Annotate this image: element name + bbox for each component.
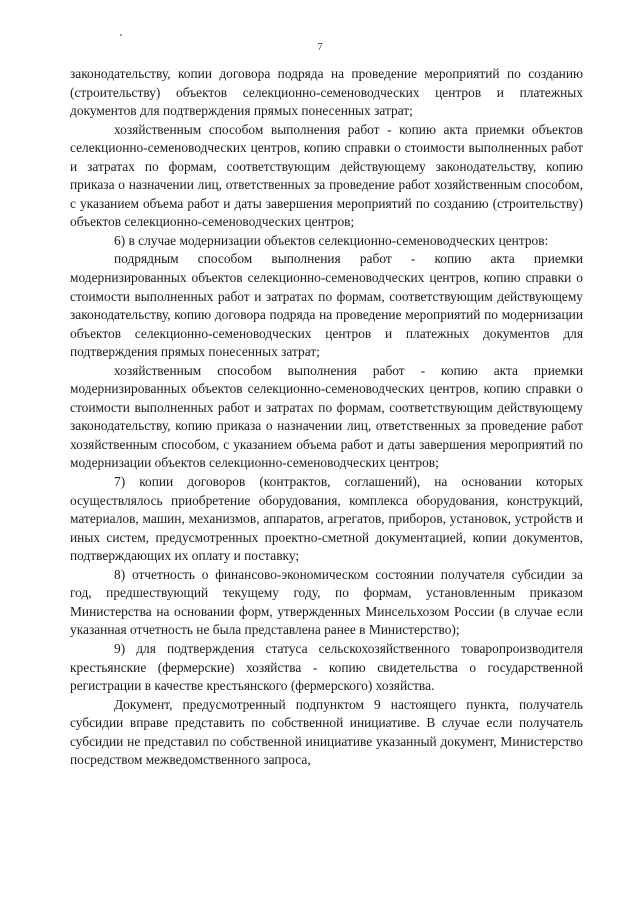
paragraph-document-note: Документ, предусмотренный подпунктом 9 настоящего пункта, получатель субсидии вправе представить по собственной инициативе. В случае если получатель субсидии не представил по собственной инициативе указанный документ, Министерство посредством межведомственного запроса, — [70, 696, 583, 768]
paragraph-continuation: законодательству, копии договора подряда на проведение мероприятий по созданию (строительству) объектов селекционно-семеноводческих центров и платежных документов для подтверждения прямых понесенных затрат; — [70, 66, 583, 119]
paragraph-contract-method: подрядным способом выполнения работ - копию акта приемки модернизированных объектов селекционно-семеноводческих центров, копию справки о стоимости выполненных работ и затратах по формам, соответствующим действующему законодательству, копию договора подряда на проведение мероприятий по модернизации объектов селекционно-семеноводческих центров и платежных документов для подтверждения прямых понесенных затрат; — [70, 251, 583, 360]
document-body — [70, 65, 583, 770]
paragraph-item-6: 6) в случае модернизации объектов селекционно-семеноводческих центров: — [114, 232, 549, 248]
page-number: 7 — [317, 41, 323, 53]
paragraph-household-method-creation: хозяйственным способом выполнения работ - копию акта приемки объектов селекционно-семеноводческих центров, копию справки о стоимости выполненных работ и затратах по формам, соответствующим действующему законодательству, копию приказа о назначении лиц, ответственных за проведение работ хозяйственным способом, с указанием объема работ и даты завершения мероприятий по созданию (строительству) объектов селекционно-семеноводческих центров; — [70, 121, 583, 230]
scan-speck — [120, 34, 122, 36]
paragraph-item-8: 8) отчетность о финансово-экономическом состоянии получателя субсидии за год, предшествующий текущему году, по формам, установленным приказом Министерства на основании форм, утвержденных Минсельхозом России (в случае если указанная отчетность не была представлена ранее в Министерство); — [70, 566, 583, 638]
paragraph-item-7: 7) копии договоров (контрактов, соглашений), на основании которых осуществлялось приобретение оборудования, комплекса оборудования, конструкций, материалов, машин, механизмов, аппаратов, агрегатов, приборов, установок, устройств и иных систем, предусмотренных проектно-сметной документацией, копии документов, подтверждающих их оплату и поставку; — [70, 474, 583, 564]
paragraph-household-method-modernization: хозяйственным способом выполнения работ - копию акта приемки модернизированных объектов селекционно-семеноводческих центров, копию справки о стоимости выполненных работ и затратах по формам, соответствующим действующему законодательству, копию приказа о назначении лиц, ответственных за проведение работ хозяйственным способом, с указанием объема работ и даты завершения мероприятий по модернизации объектов селекционно-семеноводческих центров; — [70, 362, 583, 471]
paragraph-item-9: 9) для подтверждения статуса сельскохозяйственного товаропроизводителя крестьянские (фермерские) хозяйства - копию свидетельства о государственной регистрации в качестве крестьянского (фермерского) хозяйства. — [70, 640, 583, 694]
